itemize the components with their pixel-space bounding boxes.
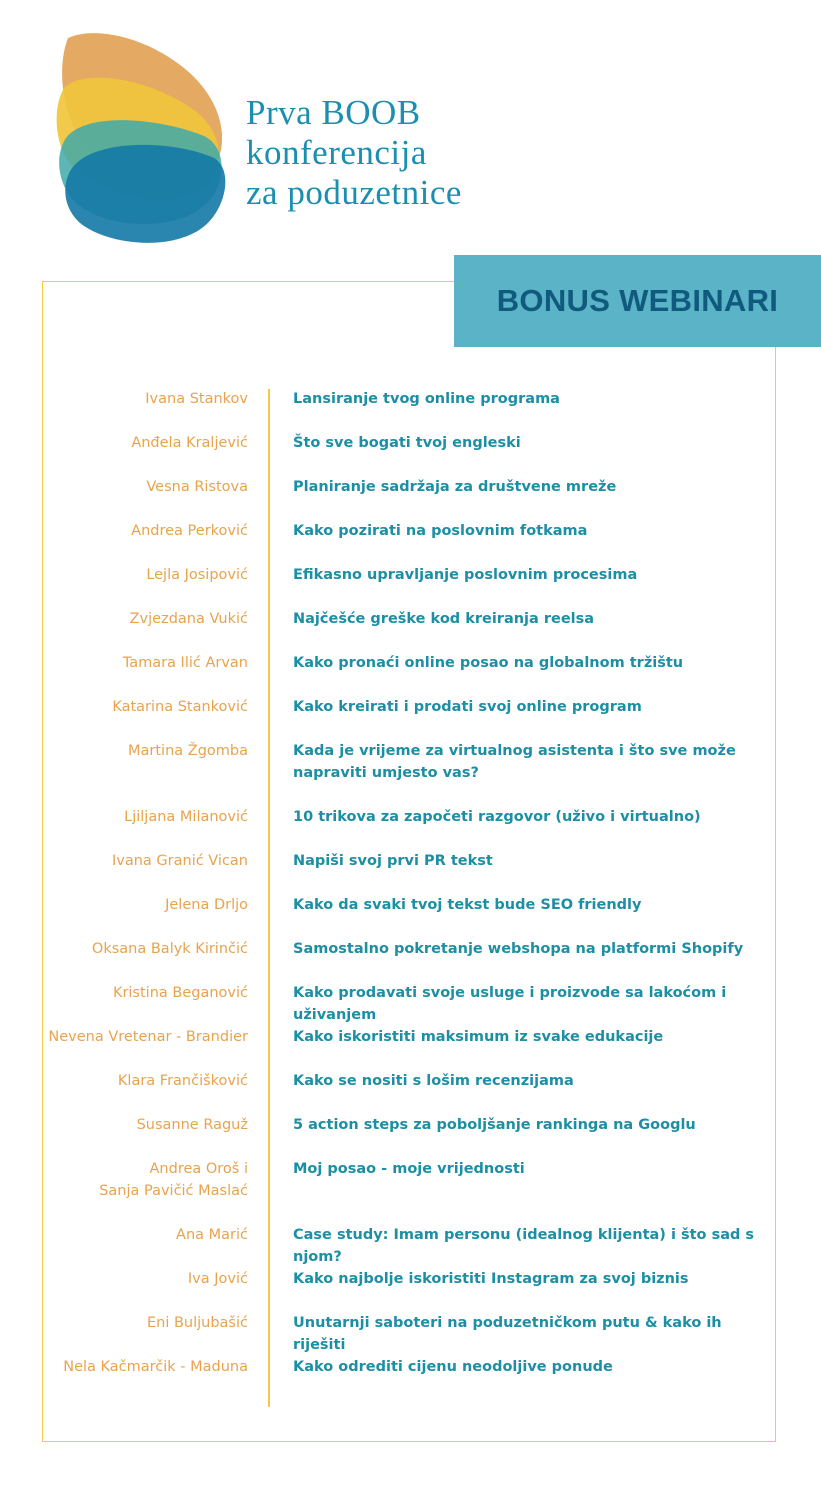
webinar-title: Unutarnji saboteri na poduzetničkom putu & kako ih riješiti (293, 1315, 722, 1353)
speaker-name: Andrea Oroš i Sanja Pavičić Maslać (99, 1161, 248, 1199)
speaker-name: Vesna Ristova (146, 479, 248, 495)
speaker-name: Ivana Stankov (145, 391, 248, 407)
webinar-row (0, 652, 763, 674)
webinar-row (0, 850, 763, 872)
webinar-row (0, 520, 763, 542)
speaker-name: Zvjezdana Vukić (129, 611, 248, 627)
speaker-name: Oksana Balyk Kirinčić (91, 941, 248, 957)
webinar-row (0, 1268, 763, 1290)
webinar-row (0, 1224, 763, 1268)
webinar-title: Kako pronaći online posao na globalnom tržištu (293, 655, 684, 671)
webinar-title: 10 trikova za započeti razgovor (uživo i virtualno) (293, 809, 701, 825)
speaker-name: Ljiljana Milanović (124, 809, 248, 825)
webinar-title: Najčešće greške kod kreiranja reelsa (293, 611, 595, 627)
conference-wordmark (246, 93, 462, 213)
webinar-row (0, 1312, 763, 1356)
webinar-row (0, 608, 763, 630)
wordmark-line-3: za poduzetnice (246, 173, 462, 212)
webinar-title: Samostalno pokretanje webshopa na platformi Shopify (293, 941, 744, 957)
webinar-row (0, 432, 763, 454)
webinar-row (0, 1158, 763, 1202)
speaker-name: Lejla Josipović (146, 567, 248, 583)
webinar-title: Kako pozirati na poslovnim fotkama (293, 523, 588, 539)
speaker-name: Martina Žgomba (128, 743, 248, 759)
speaker-name: Katarina Stanković (112, 699, 248, 715)
conference-logo (54, 28, 254, 248)
webinar-row (0, 982, 763, 1026)
webinar-row (0, 1356, 763, 1378)
webinar-title: Kako kreirati i prodati svoj online program (293, 699, 642, 715)
wordmark-line-1: Prva BOOB (246, 93, 421, 132)
webinar-row (0, 388, 763, 410)
section-title: BONUS WEBINARI (496, 283, 779, 318)
webinar-title: Kako prodavati svoje usluge i proizvode sa lakoćom i uživanjem (293, 985, 727, 1023)
webinar-row (0, 806, 763, 828)
speaker-name: Ivana Granić Vican (112, 853, 248, 869)
webinar-title: Kako iskoristiti maksimum iz svake edukacije (293, 1029, 664, 1045)
webinar-row (0, 740, 763, 784)
webinar-title: 5 action steps za poboljšanje rankinga na Googlu (293, 1117, 696, 1133)
speaker-name: Nevena Vretenar - Brandier (48, 1029, 248, 1045)
speaker-name: Kristina Beganović (112, 985, 248, 1001)
webinar-title: Kako najbolje iskoristiti Instagram za svoj biznis (293, 1271, 689, 1287)
webinar-row (0, 938, 763, 960)
speaker-name: Susanne Raguž (136, 1117, 248, 1133)
speaker-name: Jelena Drljo (165, 897, 248, 913)
webinar-row (0, 696, 763, 718)
webinar-row (0, 476, 763, 498)
webinar-row (0, 1026, 763, 1048)
speaker-name: Anđela Kraljević (131, 435, 248, 451)
webinar-title: Moj posao - moje vrijednosti (293, 1161, 525, 1177)
wordmark-line-2: konferencija (246, 133, 427, 172)
section-banner (454, 255, 821, 347)
speaker-name: Eni Buljubašić (146, 1315, 248, 1331)
speaker-name: Ana Marić (176, 1227, 248, 1243)
webinar-title: Što sve bogati tvoj engleski (293, 435, 521, 451)
webinar-title: Efikasno upravljanje poslovnim procesima (293, 567, 638, 583)
speaker-name: Tamara Ilić Arvan (122, 655, 248, 671)
webinar-title: Lansiranje tvog online programa (293, 391, 560, 407)
webinar-title: Kada je vrijeme za virtualnog asistenta i što sve može napraviti umjesto vas? (293, 743, 736, 781)
webinar-title: Planiranje sadržaja za društvene mreže (293, 479, 617, 495)
webinar-title: Case study: Imam personu (idealnog klijenta) i što sad s njom? (293, 1227, 755, 1265)
speaker-name: Andrea Perković (131, 523, 248, 539)
webinar-title: Kako se nositi s lošim recenzijama (293, 1073, 574, 1089)
webinar-row (0, 1070, 763, 1092)
webinar-row (0, 564, 763, 586)
webinar-row (0, 894, 763, 916)
speaker-name: Iva Jović (187, 1271, 248, 1287)
speaker-name: Nela Kačmarčik - Maduna (63, 1359, 248, 1375)
webinar-row (0, 1114, 763, 1136)
webinar-title: Kako odrediti cijenu neodoljive ponude (293, 1359, 613, 1375)
webinar-title: Kako da svaki tvoj tekst bude SEO friendly (293, 897, 642, 913)
webinar-title: Napiši svoj prvi PR tekst (293, 853, 493, 869)
speaker-name: Klara Frančišković (117, 1073, 248, 1089)
